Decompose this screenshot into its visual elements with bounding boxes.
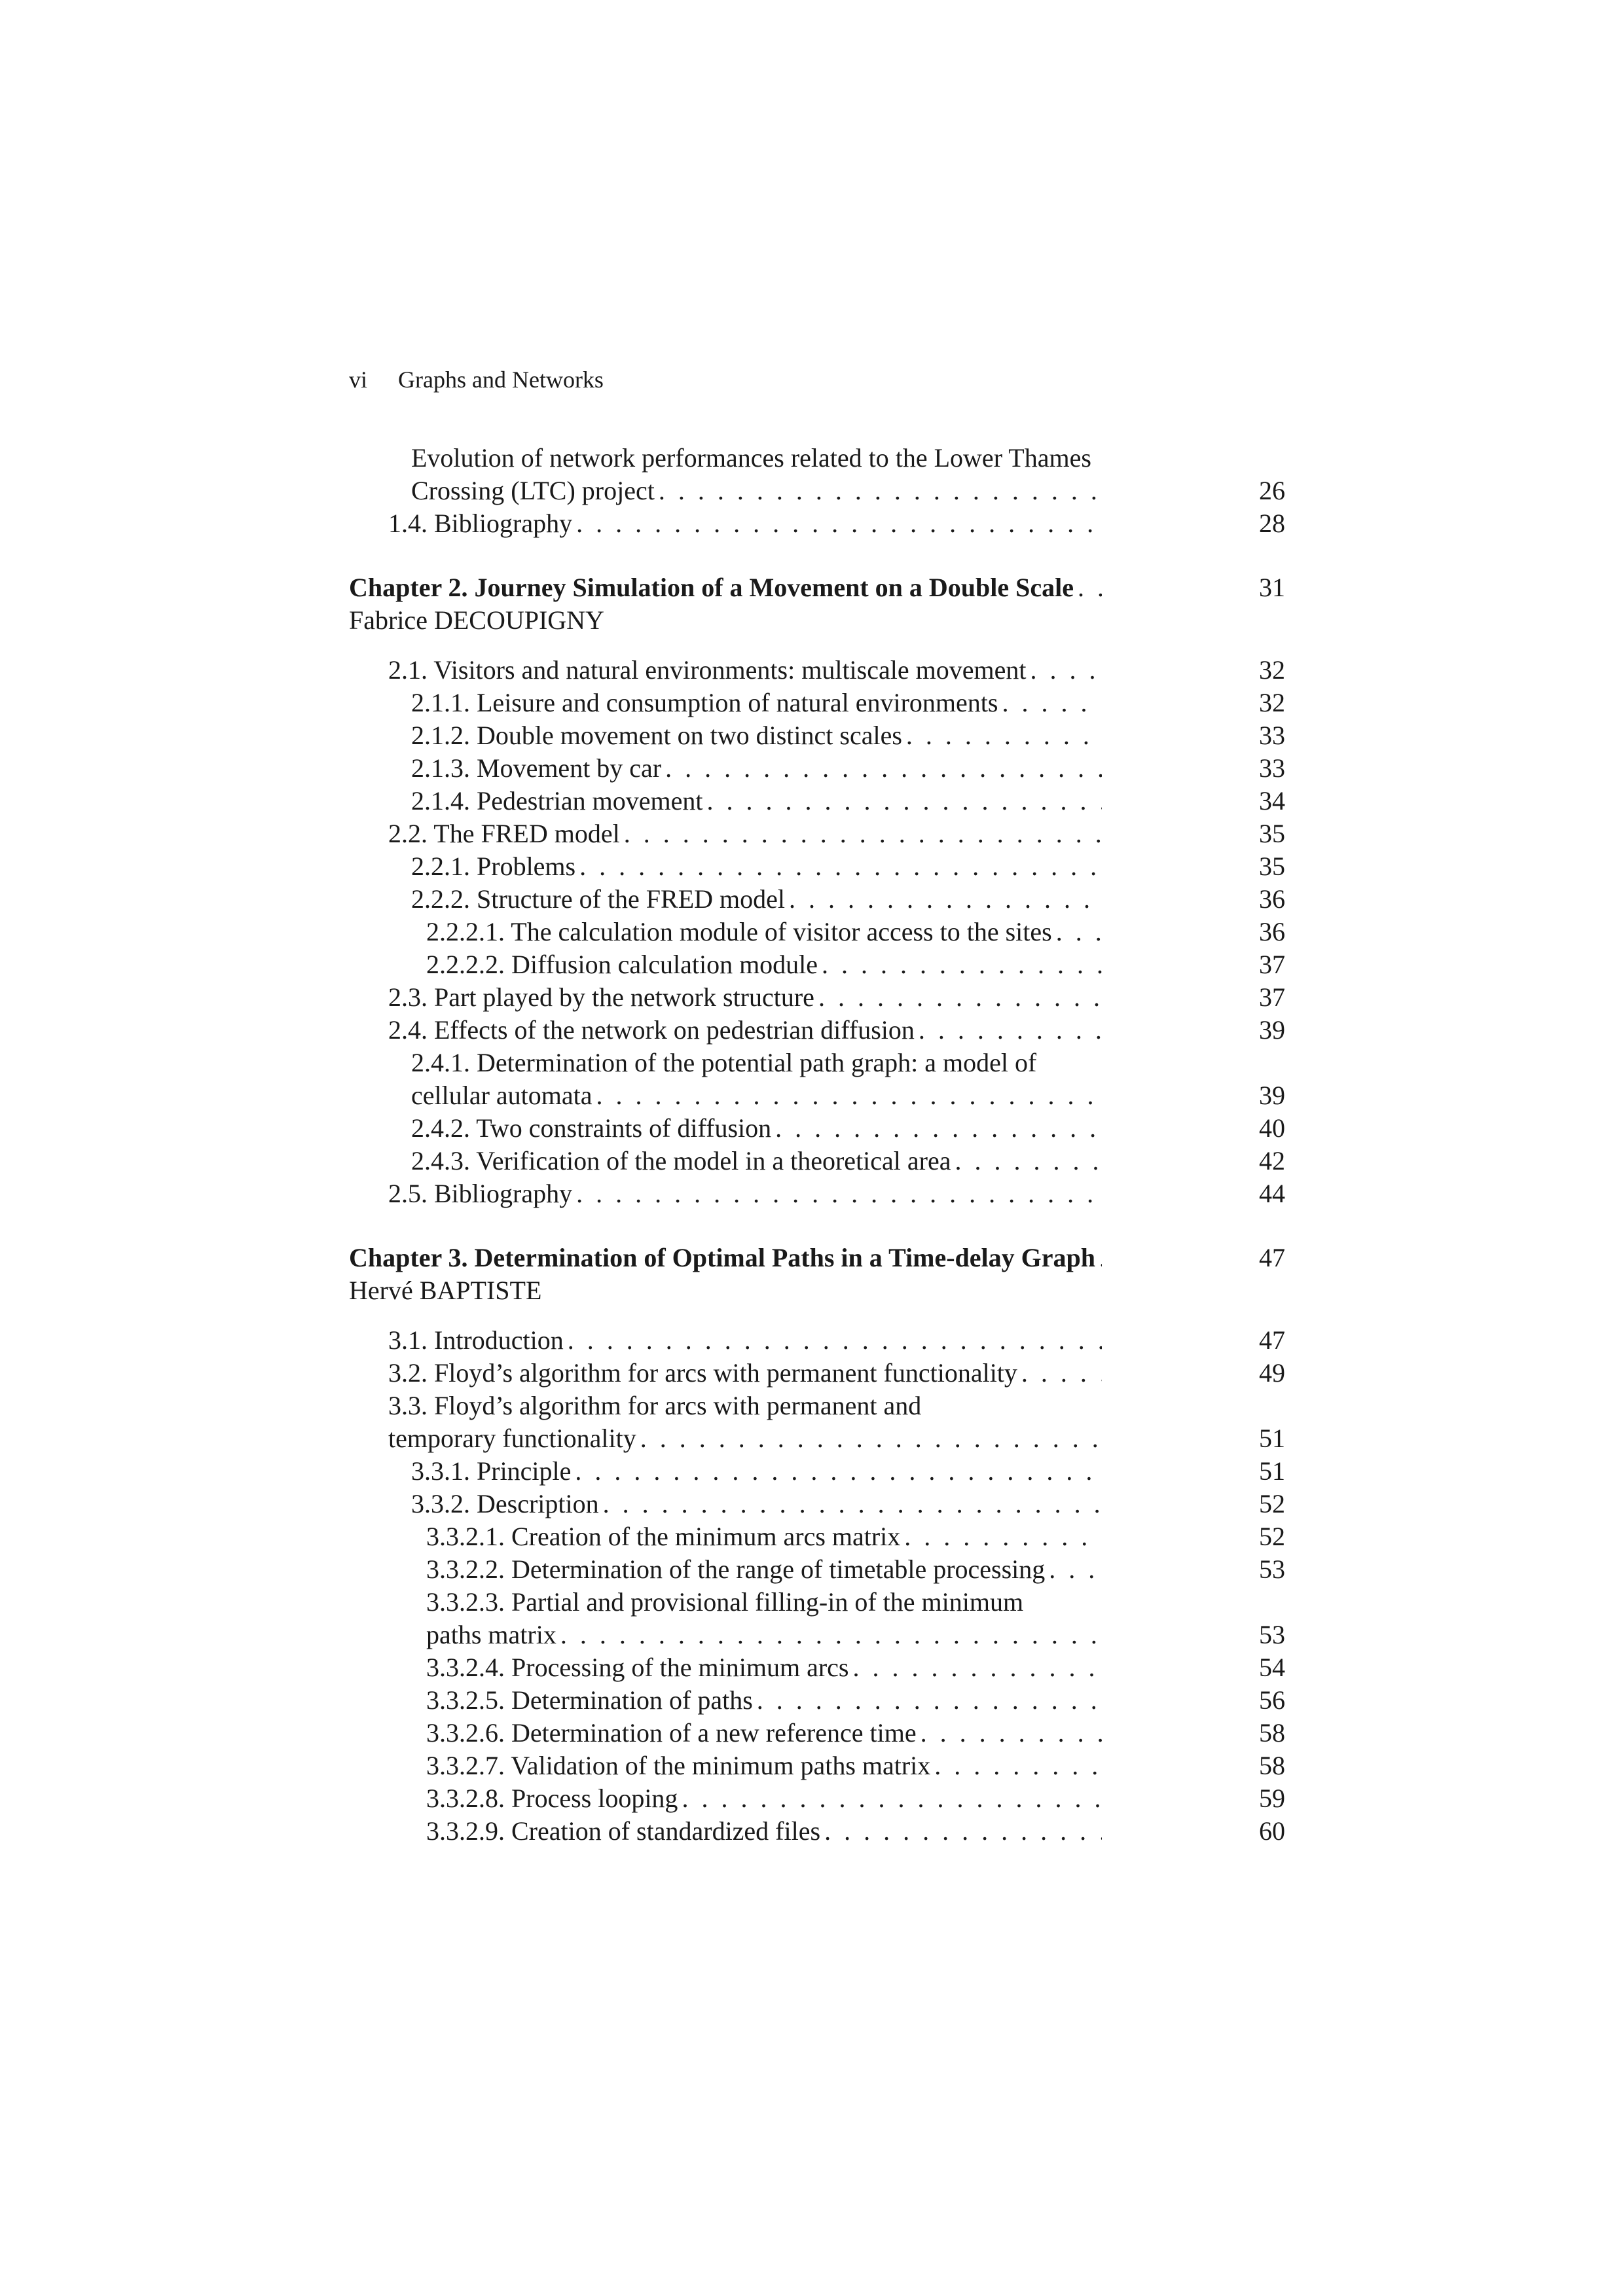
chapter-title: Chapter 2. Journey Simulation of a Movement on a Double Scale bbox=[349, 573, 1074, 602]
dot-leader bbox=[1021, 1357, 1102, 1390]
toc-entry-title: 3.3.2.2. Determination of the range of timetable processing bbox=[426, 1554, 1046, 1584]
toc-page-number: 47 bbox=[1259, 1243, 1285, 1272]
chapter-entries bbox=[349, 654, 1285, 1210]
toc-entry-title: 2.2.2.1. The calculation module of visitor access to the sites bbox=[426, 917, 1052, 946]
table-of-contents bbox=[349, 442, 1285, 1848]
toc-entry-title: temporary functionality bbox=[388, 1424, 636, 1453]
toc-entry-title: Evolution of network performances related to the Lower Thames bbox=[411, 443, 1091, 473]
toc-entry-title: 2.2.2.2. Diffusion calculation module bbox=[426, 950, 818, 979]
toc-entry-title: 3.3.2.7. Validation of the minimum paths matrix bbox=[426, 1751, 931, 1780]
toc-entry bbox=[349, 1717, 1285, 1749]
toc-entry-title: 2.2.2. Structure of the FRED model bbox=[411, 884, 786, 914]
toc-page-number: 31 bbox=[1259, 573, 1285, 602]
toc-page-number: 40 bbox=[1259, 1113, 1285, 1143]
toc-entry bbox=[349, 850, 1285, 883]
dot-leader bbox=[818, 981, 1102, 1014]
toc-page-number: 51 bbox=[1259, 1456, 1285, 1486]
toc-entry-title: 3.1. Introduction bbox=[388, 1325, 564, 1355]
dot-leader bbox=[659, 475, 1102, 507]
dot-leader bbox=[919, 1014, 1102, 1047]
dot-leader bbox=[568, 1324, 1102, 1357]
dot-leader bbox=[906, 719, 1102, 752]
toc-entry-title: paths matrix bbox=[426, 1620, 556, 1649]
toc-entry bbox=[349, 719, 1285, 752]
toc-entry bbox=[349, 1749, 1285, 1782]
toc-entry-title: 3.2. Floyd’s algorithm for arcs with permanent functionality bbox=[388, 1358, 1017, 1388]
toc-page-number: 47 bbox=[1259, 1325, 1285, 1355]
toc-page-number: 49 bbox=[1259, 1358, 1285, 1388]
toc-entry-title: 2.4.1. Determination of the potential path graph: a model of bbox=[411, 1048, 1037, 1077]
chapter-heading bbox=[349, 571, 1285, 604]
dot-leader bbox=[1049, 1553, 1102, 1586]
toc-page-number: 59 bbox=[1259, 1784, 1285, 1813]
toc-entry-title: 3.3.2.5. Determination of paths bbox=[426, 1685, 753, 1715]
toc-entry bbox=[349, 1520, 1285, 1553]
toc-entry bbox=[349, 1815, 1285, 1848]
page-folio: vi bbox=[349, 367, 368, 393]
toc-entry bbox=[349, 1177, 1285, 1210]
toc-entry bbox=[349, 1324, 1285, 1357]
toc-page-number: 52 bbox=[1259, 1522, 1285, 1551]
dot-leader bbox=[1099, 1242, 1102, 1274]
toc-page-number: 42 bbox=[1259, 1146, 1285, 1175]
toc-entry-title: 3.3.2.3. Partial and provisional filling-in of the minimum bbox=[426, 1587, 1024, 1617]
toc-entry-title: 3.3.2.9. Creation of standardized files bbox=[426, 1816, 821, 1846]
toc-entry-title: 2.4.3. Verification of the model in a theoretical area bbox=[411, 1146, 951, 1175]
dot-leader bbox=[640, 1422, 1102, 1455]
dot-leader bbox=[757, 1684, 1102, 1717]
dot-leader bbox=[775, 1112, 1102, 1145]
toc-entry-title: 3.3.2.6. Determination of a new reference time bbox=[426, 1718, 917, 1748]
toc-page-number: 51 bbox=[1259, 1424, 1285, 1453]
dot-leader bbox=[822, 948, 1102, 981]
toc-entry-title: 3.3.2. Description bbox=[411, 1489, 599, 1518]
chapter-title: Chapter 3. Determination of Optimal Paths in a Time-delay Graph bbox=[349, 1243, 1095, 1272]
toc-entry-title: 2.1.4. Pedestrian movement bbox=[411, 786, 703, 816]
toc-page-number: 58 bbox=[1259, 1751, 1285, 1780]
toc-page-number: 37 bbox=[1259, 950, 1285, 979]
toc-page-number: 33 bbox=[1259, 753, 1285, 783]
dot-leader bbox=[852, 1651, 1102, 1684]
toc-entry bbox=[349, 916, 1285, 948]
toc-entry bbox=[349, 1553, 1285, 1586]
running-header bbox=[349, 364, 604, 395]
toc-page-number: 54 bbox=[1259, 1653, 1285, 1682]
toc-entry-title: 2.1. Visitors and natural environments: multiscale movement bbox=[388, 655, 1027, 685]
toc-entry-title: cellular automata bbox=[411, 1081, 593, 1110]
dot-leader bbox=[576, 507, 1102, 540]
toc-entry-title: 1.4. Bibliography bbox=[388, 509, 573, 538]
toc-page-number: 36 bbox=[1259, 917, 1285, 946]
toc-entry bbox=[349, 948, 1285, 981]
toc-page-number: 32 bbox=[1259, 655, 1285, 685]
toc-entry bbox=[349, 1619, 1285, 1651]
toc-entry bbox=[349, 507, 1285, 540]
toc-entry bbox=[349, 1145, 1285, 1177]
toc-entry-title: 2.3. Part played by the network structure bbox=[388, 982, 814, 1012]
toc-entry-title: 3.3.2.1. Creation of the minimum arcs matrix bbox=[426, 1522, 901, 1551]
chapter-entries bbox=[349, 1324, 1285, 1848]
toc-page-number: 33 bbox=[1259, 721, 1285, 750]
dot-leader bbox=[1078, 571, 1102, 604]
toc-entry bbox=[349, 1684, 1285, 1717]
toc-entry-title: 2.4.2. Two constraints of diffusion bbox=[411, 1113, 772, 1143]
dot-leader bbox=[682, 1782, 1102, 1815]
toc-page-number: 39 bbox=[1259, 1015, 1285, 1045]
toc-page-number: 36 bbox=[1259, 884, 1285, 914]
toc-page-number: 32 bbox=[1259, 688, 1285, 717]
chapter-author: Hervé BAPTISTE bbox=[349, 1276, 542, 1305]
dot-leader bbox=[1002, 687, 1102, 719]
toc-entry bbox=[349, 883, 1285, 916]
dot-leader bbox=[706, 785, 1102, 817]
toc-entry bbox=[349, 981, 1285, 1014]
toc-entry bbox=[349, 1586, 1285, 1619]
dot-leader bbox=[934, 1749, 1102, 1782]
toc-entry bbox=[349, 1390, 1285, 1422]
dot-leader bbox=[624, 817, 1102, 850]
toc-page-number: 52 bbox=[1259, 1489, 1285, 1518]
toc-page-number: 53 bbox=[1259, 1554, 1285, 1584]
toc-entry bbox=[349, 1014, 1285, 1047]
toc-page-number: 34 bbox=[1259, 786, 1285, 816]
toc-entry bbox=[349, 475, 1285, 507]
toc-entry-title: 2.2. The FRED model bbox=[388, 819, 620, 848]
toc-entry-title: 3.3.2.4. Processing of the minimum arcs bbox=[426, 1653, 849, 1682]
toc-entry bbox=[349, 442, 1285, 475]
toc-entry bbox=[349, 1357, 1285, 1390]
chapter-heading bbox=[349, 1242, 1285, 1274]
toc-entry-title: 2.1.3. Movement by car bbox=[411, 753, 662, 783]
toc-entry bbox=[349, 1651, 1285, 1684]
toc-entry bbox=[349, 1047, 1285, 1079]
toc-page-number: 39 bbox=[1259, 1081, 1285, 1110]
toc-entry bbox=[349, 817, 1285, 850]
dot-leader bbox=[789, 883, 1102, 916]
toc-page-number: 35 bbox=[1259, 819, 1285, 848]
chapter-author: Fabrice DECOUPIGNY bbox=[349, 605, 604, 635]
dot-leader bbox=[560, 1619, 1102, 1651]
dot-leader bbox=[1056, 916, 1102, 948]
toc-entry-title: Crossing (LTC) project bbox=[411, 476, 655, 505]
toc-entry bbox=[349, 1079, 1285, 1112]
toc-entry bbox=[349, 687, 1285, 719]
toc-entry bbox=[349, 785, 1285, 817]
dot-leader bbox=[579, 850, 1102, 883]
toc-entry-title: 2.5. Bibliography bbox=[388, 1179, 573, 1208]
dot-leader bbox=[665, 752, 1102, 785]
toc-entry bbox=[349, 752, 1285, 785]
toc-entry bbox=[349, 1422, 1285, 1455]
toc-page-number: 56 bbox=[1259, 1685, 1285, 1715]
running-title: Graphs and Networks bbox=[398, 367, 604, 393]
toc-page-number: 60 bbox=[1259, 1816, 1285, 1846]
toc-page-number: 28 bbox=[1259, 509, 1285, 538]
toc-page-number: 26 bbox=[1259, 476, 1285, 505]
dot-leader bbox=[596, 1079, 1102, 1112]
toc-page-number: 44 bbox=[1259, 1179, 1285, 1208]
toc-entry bbox=[349, 654, 1285, 687]
toc-entry-title: 3.3.1. Principle bbox=[411, 1456, 572, 1486]
toc-entry bbox=[349, 1782, 1285, 1815]
toc-page-number: 37 bbox=[1259, 982, 1285, 1012]
toc-entry-title: 3.3.2.8. Process looping bbox=[426, 1784, 678, 1813]
dot-leader bbox=[575, 1455, 1102, 1488]
toc-entry-title: 2.1.2. Double movement on two distinct scales bbox=[411, 721, 902, 750]
toc-entry-title: 3.3. Floyd’s algorithm for arcs with permanent and bbox=[388, 1391, 922, 1420]
dot-leader bbox=[1030, 654, 1102, 687]
toc-page-number: 35 bbox=[1259, 852, 1285, 881]
dot-leader bbox=[824, 1815, 1102, 1848]
toc-page-number: 53 bbox=[1259, 1620, 1285, 1649]
toc-entry-title: 2.2.1. Problems bbox=[411, 852, 576, 881]
toc-entry bbox=[349, 1455, 1285, 1488]
dot-leader bbox=[603, 1488, 1102, 1520]
toc-entry bbox=[349, 1488, 1285, 1520]
toc-entry-title: 2.4. Effects of the network on pedestrian diffusion bbox=[388, 1015, 915, 1045]
toc-entry-title: 2.1.1. Leisure and consumption of natural environments bbox=[411, 688, 998, 717]
toc-page-number: 58 bbox=[1259, 1718, 1285, 1748]
dot-leader bbox=[904, 1520, 1102, 1553]
dot-leader bbox=[955, 1145, 1103, 1177]
dot-leader bbox=[921, 1717, 1102, 1749]
toc-entry bbox=[349, 1112, 1285, 1145]
dot-leader bbox=[576, 1177, 1102, 1210]
